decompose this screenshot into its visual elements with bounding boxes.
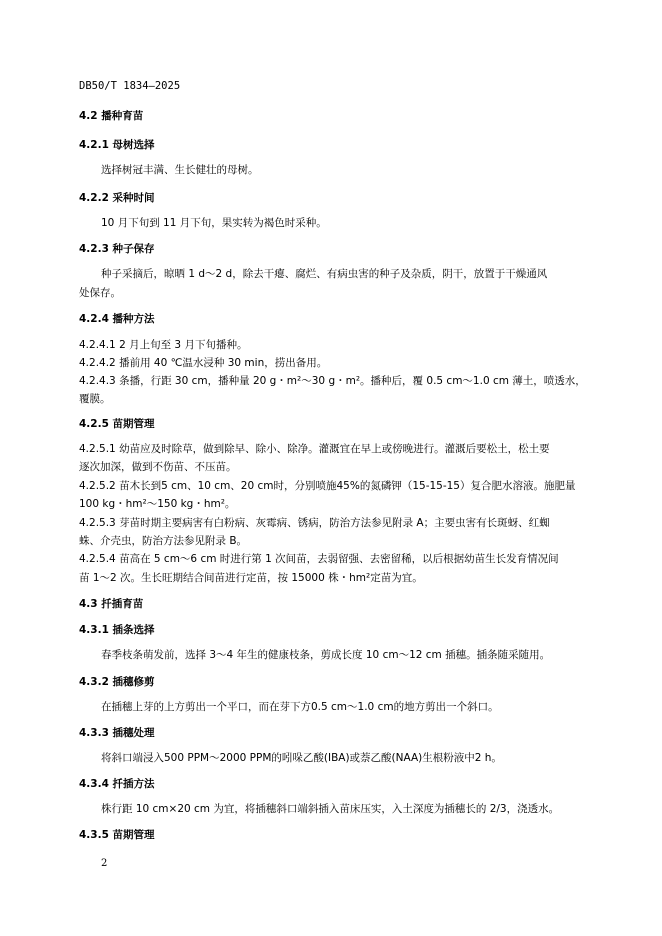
paragraph: 处保存。: [79, 287, 121, 299]
paragraph: 100 kg・hm²～150 kg・hm²。: [79, 498, 236, 510]
paragraph: 4.2.5.2 苗木长到5 cm、10 cm、20 cm时，分别喷施45%的氮磷钾（15-15-15）复合肥水溶液。施肥量: [79, 480, 576, 492]
paragraph: 10 月下旬到 11 月下旬，果实转为褐色时采种。: [101, 217, 327, 229]
paragraph: 春季枝条萌发前，选择 3～4 年生的健康枝条，剪成长度 10 cm～12 cm 插穗。插条随采随用。: [101, 649, 551, 661]
paragraph: 蛛、介壳虫，防治方法参见附录 B。: [79, 535, 248, 547]
section-heading: 4.3.4 扦插方法: [79, 778, 155, 790]
section-heading: 4.3 扦插育苗: [79, 598, 144, 610]
section-heading: 4.2.3 种子保存: [79, 243, 155, 255]
paragraph: 4.2.4.1 2 月上旬至 3 月下旬播种。: [79, 339, 248, 351]
paragraph: 选择树冠丰满、生长健壮的母树。: [101, 164, 259, 176]
paragraph: 苗 1～2 次。生长旺期结合间苗进行定苗，按 15000 株・hm²定苗为宜。: [79, 572, 423, 584]
paragraph: 株行距 10 cm×20 cm 为宜，将插穗斜口端斜插入苗床压实，入土深度为插穗长的 2/3，浇透水。: [101, 803, 560, 815]
paragraph: 将斜口端浸入500 PPM～2000 PPM的吲哚乙酸(IBA)或萘乙酸(NAA)生根粉液中2 h。: [101, 752, 502, 764]
section-heading: 4.2.4 播种方法: [79, 313, 155, 325]
section-heading: 4.2.5 苗期管理: [79, 418, 155, 430]
section-heading: 4.2.1 母树选择: [79, 139, 155, 151]
page-number: 2: [101, 858, 108, 869]
paragraph: 4.2.4.2 播前用 40 ℃温水浸种 30 min，捞出备用。: [79, 357, 328, 369]
paragraph: 种子采摘后，晾晒 1 d～2 d，除去干瘪、腐烂、有病虫害的种子及杂质，阴干，放置于干燥通风: [101, 268, 548, 280]
paragraph: 逐次加深，做到不伤苗、不压苗。: [79, 461, 237, 473]
section-heading: 4.2 播种育苗: [79, 110, 144, 122]
section-heading: 4.3.1 插条选择: [79, 624, 155, 636]
paragraph: 4.2.4.3 条播，行距 30 cm，播种量 20 g・m²～30 g・m²。播种后，覆 0.5 cm～1.0 cm 薄土，喷透水，: [79, 375, 586, 387]
section-heading: 4.3.2 插穗修剪: [79, 676, 155, 688]
paragraph: 在插穗上芽的上方剪出一个平口，而在芽下方0.5 cm～1.0 cm的地方剪出一个斜口。: [101, 701, 499, 713]
paragraph: 4.2.5.1 幼苗应及时除草，做到除早、除小、除净。灌溉宜在早上或傍晚进行。灌溉后要松土，松土要: [79, 443, 550, 455]
section-heading: 4.3.3 插穗处理: [79, 727, 155, 739]
paragraph: 4.2.5.4 苗高在 5 cm～6 cm 时进行第 1 次间苗，去弱留强、去密留稀，以后根据幼苗生长发育情况间: [79, 553, 559, 565]
paragraph: 4.2.5.3 芽苗时期主要病害有白粉病、灰霉病、锈病，防治方法参见附录 A；主要虫害有长斑蚜、红蜘: [79, 517, 550, 529]
section-heading: 4.2.2 采种时间: [79, 192, 155, 204]
paragraph: 覆膜。: [79, 393, 111, 405]
section-heading: 4.3.5 苗期管理: [79, 829, 155, 841]
document-id: DB50/T 1834—2025: [79, 80, 181, 92]
